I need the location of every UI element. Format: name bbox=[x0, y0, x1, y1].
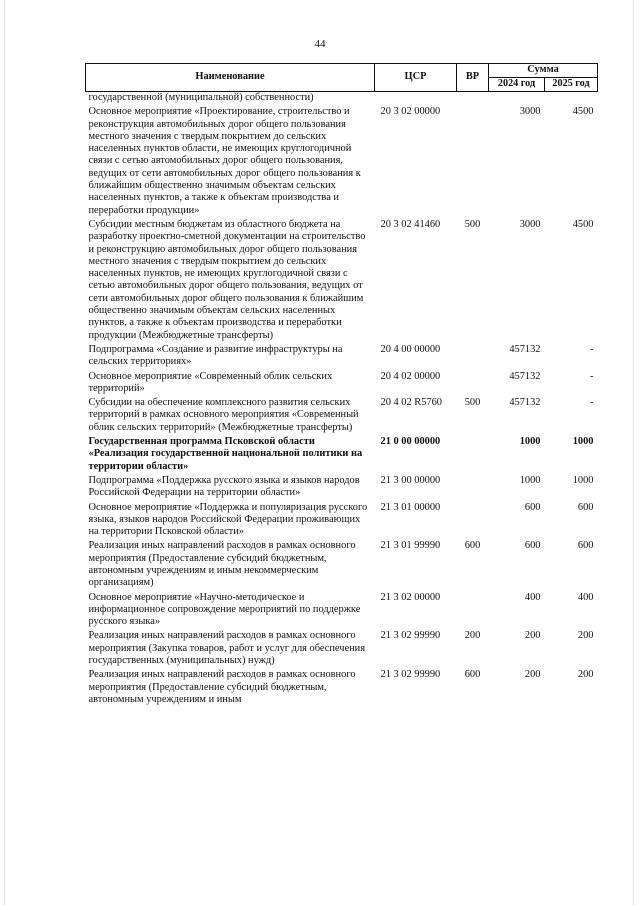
table-row bbox=[86, 630, 598, 669]
table-row bbox=[86, 669, 598, 708]
header-name: Наименование bbox=[86, 64, 375, 92]
cell-sum-2025: 4500 bbox=[572, 106, 594, 118]
cell-name: государственной (муниципальной) собственности) bbox=[88, 92, 314, 103]
cell-csr: 21 3 02 00000 bbox=[380, 591, 441, 603]
cell-vr: 500 bbox=[464, 218, 481, 230]
header-csr: ЦСР bbox=[375, 64, 457, 92]
budget-table bbox=[85, 63, 598, 708]
page-number: 44 bbox=[314, 38, 326, 50]
scan-edge-right bbox=[633, 0, 634, 905]
cell-sum-2024: 457132 bbox=[509, 397, 541, 409]
cell-vr bbox=[457, 502, 489, 541]
cell-sum-2025: - bbox=[590, 343, 594, 355]
cell-csr: 20 4 00 00000 bbox=[380, 343, 441, 355]
cell-sum-2024: 457132 bbox=[509, 370, 541, 382]
table-row bbox=[86, 540, 598, 591]
cell-vr bbox=[457, 475, 489, 502]
cell-sum-2025 bbox=[545, 92, 598, 107]
cell-sum-2025: - bbox=[590, 397, 594, 409]
cell-csr: 20 4 02 R5760 bbox=[380, 397, 442, 409]
cell-sum-2024: 1000 bbox=[519, 474, 541, 486]
table-row bbox=[86, 106, 598, 219]
cell-csr: 21 3 02 99990 bbox=[380, 630, 441, 642]
cell-sum-2025: - bbox=[590, 370, 594, 382]
cell-sum-2024: 400 bbox=[524, 591, 541, 603]
cell-vr: 600 bbox=[464, 540, 481, 552]
table-row bbox=[86, 92, 598, 107]
cell-name: Реализация иных направлений расходов в рамках основного мероприятия (Предоставление субсидий бюджетным, автономным учреждениям и иным bbox=[88, 669, 356, 705]
cell-name: Основное мероприятие «Научно-методическое и информационное сопровождение мероприятий по поддержке русского языка» bbox=[88, 591, 361, 628]
cell-csr: 20 3 02 00000 bbox=[380, 106, 441, 118]
cell-sum-2024: 457132 bbox=[509, 343, 541, 355]
cell-sum-2025: 200 bbox=[577, 669, 594, 681]
cell-name: Реализация иных направлений расходов в рамках основного мероприятия (Предоставление субсидий бюджетным, автономным учреждениям и иным некоммерческим организациям) bbox=[88, 540, 356, 589]
table-row bbox=[86, 219, 598, 344]
cell-csr: 20 3 02 41460 bbox=[380, 218, 441, 230]
cell-name: Подпрограмма «Создание и развитие инфраструктуры на сельских территориях» bbox=[88, 343, 343, 368]
cell-name: Основное мероприятие «Поддержка и популяризация русского языка, языков народов Российской Федерации проживающих на территории Псковской области» bbox=[88, 501, 368, 538]
cell-sum-2024: 200 bbox=[524, 630, 541, 642]
scan-edge-left bbox=[4, 0, 5, 905]
cell-csr: 21 3 00 00000 bbox=[380, 474, 441, 486]
header-sum: Сумма bbox=[489, 64, 598, 78]
cell-sum-2024: 600 bbox=[524, 501, 541, 513]
cell-sum-2024: 200 bbox=[524, 669, 541, 681]
cell-vr bbox=[457, 371, 489, 398]
table-row bbox=[86, 502, 598, 541]
header-year-2024: 2024 год bbox=[489, 78, 545, 92]
cell-csr: 21 3 01 99990 bbox=[380, 540, 441, 552]
cell-name: Реализация иных направлений расходов в рамках основного мероприятия (Закупка товаров, работ и услуг для обеспечения государственных (муниципальных) нужд) bbox=[88, 630, 365, 667]
table-header bbox=[86, 64, 598, 92]
cell-name: Государственная программа Псковской области «Реализация государственной национальной политики на территории области» bbox=[88, 436, 363, 472]
table-row bbox=[86, 344, 598, 371]
cell-sum-2025: 200 bbox=[577, 630, 594, 642]
cell-sum-2025: 1000 bbox=[572, 474, 594, 486]
table-row bbox=[86, 475, 598, 502]
cell-sum-2024 bbox=[489, 92, 545, 107]
cell-vr bbox=[457, 106, 489, 219]
header-vr: ВР bbox=[457, 64, 489, 92]
cell-sum-2025: 4500 bbox=[572, 218, 594, 230]
cell-sum-2024: 3000 bbox=[519, 106, 541, 118]
cell-name: Субсидии на обеспечение комплексного развития сельских территорий в рамках основного мероприятия «Современный облик сельских территорий» (Межбюджетные трансферты) bbox=[88, 397, 359, 433]
cell-sum-2025: 1000 bbox=[572, 436, 594, 448]
cell-name: Основное мероприятие «Современный облик сельских территорий» bbox=[88, 370, 333, 394]
cell-sum-2025: 600 bbox=[577, 540, 594, 552]
cell-csr bbox=[375, 92, 457, 107]
cell-vr bbox=[457, 592, 489, 631]
cell-sum-2025: 400 bbox=[577, 591, 594, 603]
table-row bbox=[86, 371, 598, 398]
cell-sum-2025: 600 bbox=[577, 501, 594, 513]
cell-sum-2024: 1000 bbox=[519, 436, 541, 448]
cell-name: Субсидии местным бюджетам из областного бюджета на разработку проектно-сметной документации на строительство и реконструкцию автомобильных дорог общего пользования местного значения с твердым покрытием до сельских населенных пунктов, не имеющих круглогодичной связи с сетью автомобильных дорог общего пользования, ведущих от сети автомобильных дорог общего пользования к ближайшим общественно значимым объектам сельских населенных пунктов, а также к объектам производства и переработки продукции (Межбюджетные трансферты) bbox=[88, 218, 366, 341]
cell-csr: 21 0 00 00000 bbox=[380, 436, 441, 448]
table-row bbox=[86, 397, 598, 436]
table-body bbox=[86, 92, 598, 709]
table-row bbox=[86, 436, 598, 475]
cell-sum-2024: 3000 bbox=[519, 218, 541, 230]
header-year-2025: 2025 год bbox=[545, 78, 598, 92]
cell-vr bbox=[457, 92, 489, 107]
cell-csr: 21 3 01 00000 bbox=[380, 501, 441, 513]
cell-vr: 200 bbox=[464, 630, 481, 642]
cell-name: Подпрограмма «Поддержка русского языка и языков народов Российской Федерации на территории области» bbox=[88, 474, 360, 499]
cell-vr: 600 bbox=[464, 669, 481, 681]
cell-name: Основное мероприятие «Проектирование, строительство и реконструкция автомобильных дорог общего пользования местного значения с твердым покрытием до сельских населенных пунктов области, не имеющих круглогодичной связи с сетью автомобильных дорог общего пользования, ведущих от сети автомобильных дорог общего пользования к ближайшим общественно значимым объектам сельских населенных пунктов, а также к объектам производства и переработки продукции» bbox=[88, 106, 361, 216]
cell-vr: 500 bbox=[464, 397, 481, 409]
cell-vr bbox=[457, 436, 489, 475]
cell-sum-2024: 600 bbox=[524, 540, 541, 552]
cell-csr: 20 4 02 00000 bbox=[380, 370, 441, 382]
cell-vr bbox=[457, 344, 489, 371]
table-row bbox=[86, 592, 598, 631]
cell-csr: 21 3 02 99990 bbox=[380, 669, 441, 681]
